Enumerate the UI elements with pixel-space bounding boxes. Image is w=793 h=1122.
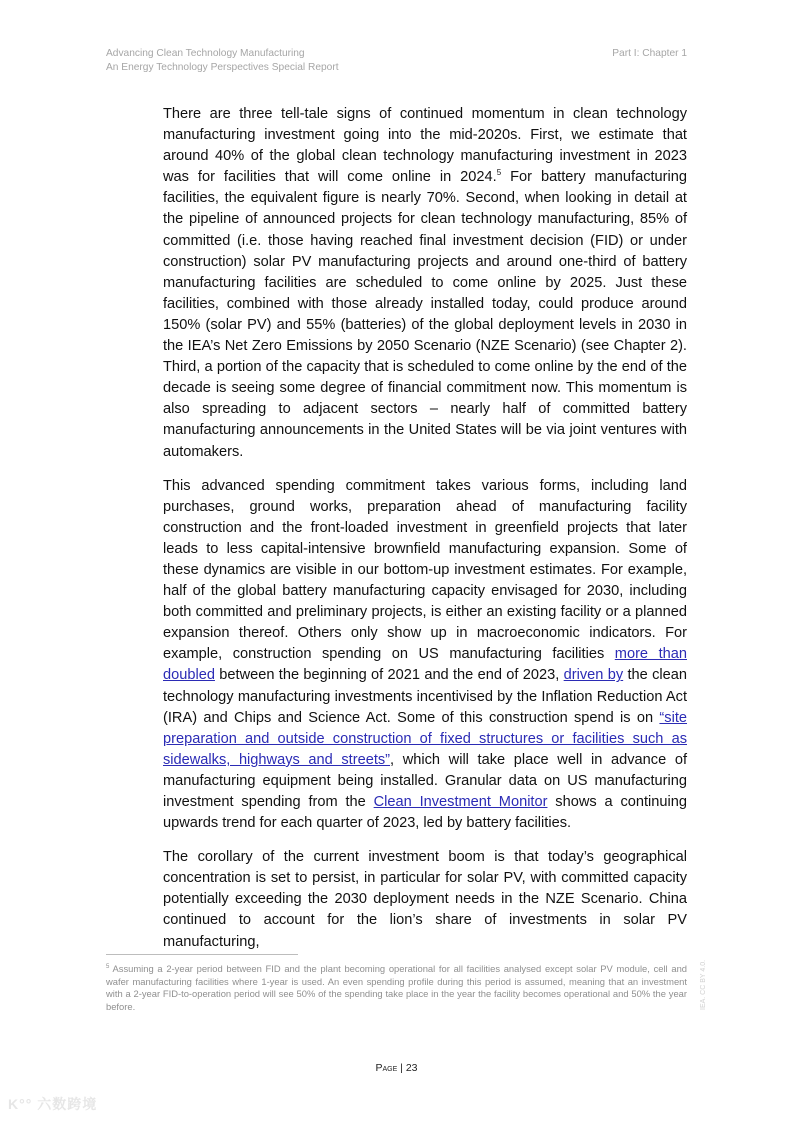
paragraph-2-text-c: the clean technology manufacturing investments incentivised by the Inflation Reduction Act (IRA) and Chips and Science Act. Some of this construction spend is on (163, 667, 687, 726)
link-clean-investment-monitor[interactable]: Clean Investment Monitor (373, 794, 548, 810)
header-title-line2: An Energy Technology Perspectives Special Report (106, 62, 339, 73)
link-more-than-doubled[interactable]: more than doubled (163, 646, 687, 684)
footnote-marker: 5 (106, 964, 110, 970)
page-label: Page (375, 1062, 398, 1074)
paragraph-2-text-a: This advanced spending commitment takes various forms, including land purchases, ground works, preparation ahead of manufacturing facility construction and the front-loaded investment in greenfield projects that later leads to less capital-intensive brownfield manufacturing expansion. Some of these dynamics are visible in our bottom-up investment estimates. For example, half of the global battery manufacturing capacity envisaged for 2030, including both committed and preliminary projects, is either an existing facility or a planned expansion thereof. Others only show up in macroeconomic indicators. For example, construction spending on US manufacturing facilities (163, 477, 687, 663)
link-site-preparation-quote[interactable]: “site preparation and outside construction of fixed structures or facilities such as sidewalks, highways and streets” (163, 709, 687, 768)
page-number (0, 1062, 793, 1074)
paragraph-2-text-e: shows a continuing upwards trend for each quarter of 2023, led by battery facilities. (163, 794, 687, 832)
paragraph-2-text-b: between the beginning of 2021 and the end of 2023, (214, 667, 564, 684)
paragraph-2 (163, 476, 687, 835)
license-notice: IEA. CC BY 4.0. (700, 959, 707, 1010)
body-text (163, 104, 687, 966)
header-chapter: Part I: Chapter 1 (612, 48, 687, 59)
header-title-line1: Advancing Clean Technology Manufacturing (106, 48, 305, 59)
page-separator: | (397, 1062, 406, 1074)
watermark-logo: K°° 六数跨境 (8, 1096, 98, 1112)
paragraph-1-text-b: For battery manufacturing facilities, the equivalent figure is nearly 70%. Second, when looking in detail at the pipeline of announced projects for clean technology manufacturing, 85% of committed (i.e. those having reached final investment decision (FID) or under construction) solar PV manufacturing projects and around one-third of battery manufacturing facilities are scheduled to come online by 2025. Just these facilities, combined with those already installed today, could produce around 150% (solar PV) and 55% (batteries) of the global deployment levels in 2030 in the IEA’s Net Zero Emissions by 2050 Scenario (NZE Scenario) (see Chapter 2). Third, a portion of the capacity that is scheduled to come online by the end of the decade is seeing some degree of financial commitment now. This momentum is also spreading to adjacent sectors – nearly half of committed battery manufacturing announcements in the United States will be via joint ventures with automakers. (163, 169, 687, 460)
header-report-title (106, 47, 339, 75)
page-number-value: 23 (405, 1062, 418, 1074)
footnote-divider (106, 954, 298, 955)
paragraph-1-text-a: There are three tell-tale signs of continued momentum in clean technology manufacturing investment going into the mid-2020s. First, we estimate that around 40% of the global clean technology manufacturing investment in 2023 was for facilities that will come online in 2024. (163, 106, 687, 186)
footnote-5 (106, 963, 687, 1013)
paragraph-1 (163, 104, 687, 463)
paragraph-2-text-d: , which will take place well in advance of manufacturing equipment being installed. Granular data on US manufacturing investment spending from the (163, 751, 688, 810)
paragraph-3: The corollary of the current investment boom is that today’s geographical concentration is set to persist, in particular for solar PV, with committed capacity potentially exceeding the 2030 deployment needs in the NZE Scenario. China continued to account for the lion’s share of investments in solar PV manufacturing, (163, 849, 687, 950)
footnote-ref-5[interactable]: 5 (496, 168, 502, 178)
link-driven-by[interactable]: driven by (563, 667, 624, 684)
footnote-text: Assuming a 2-year period between FID and the plant becoming operational for all facilities analysed except solar PV module, cell and wafer manufacturing facilities where 1-year is used. An even spending profile during this period is assumed, meaning that an investment with a 2-year FID-to-operation period will see 50% of the spending take place in the year the facility becomes operational and 50% the year before. (106, 963, 687, 1012)
